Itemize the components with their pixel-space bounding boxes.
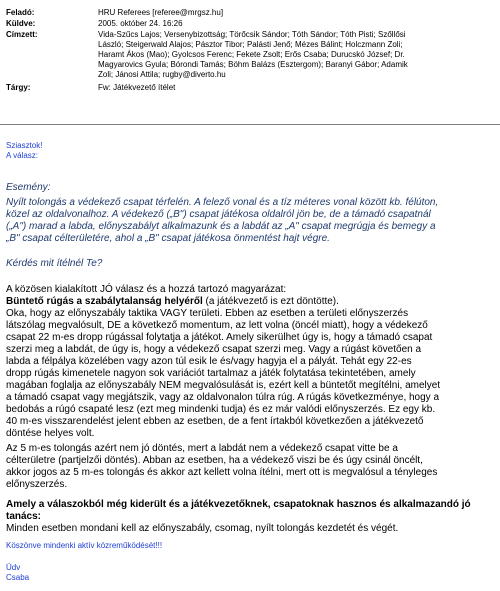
- event-title: Esemény:: [6, 182, 51, 193]
- text-line: 40 m-es visszarendelést jelent ebben az esetben, de a fent írtakból következően a játékvezető: [6, 416, 424, 427]
- greeting: [6, 141, 42, 161]
- sent-row: [6, 19, 496, 29]
- event-description: [6, 197, 496, 245]
- text-line: célterületre (partjelzői döntés). Abban az esetben, ha a védekező viszi be és úgy csinál öncélt,: [6, 455, 423, 466]
- answer-verdict: [6, 296, 496, 308]
- signature: Csaba: [6, 573, 30, 582]
- text-line: labda a félpálya közelében vagy azon túl esik le és/vagy hagyja el a pályát. Tehát egy 22-es: [6, 356, 412, 367]
- text-line: bedobás a rúgó csapaté lesz (ezt meg mindenki tudja) és ez már valódi előnyszerzés. Ez egy kb.: [6, 404, 436, 415]
- to-line: Zoli; Jánosi Attila; rugby@diverto.hu: [98, 70, 226, 79]
- explanation-paragraph-2: [6, 443, 496, 491]
- advice-paragraph: [6, 499, 496, 535]
- to-line: Vida-Szűcs Lajos; Versenybizottság; Törőcsik Sándor; Tóth Sándor; Tóth Pisti; Szőllősi: [98, 30, 406, 39]
- to-value: [98, 30, 496, 80]
- verdict-bold: Büntető rúgás a szabálytalanság helyéről: [6, 296, 203, 307]
- verdict-rest: (a játékvezető is ezt döntötte).: [202, 296, 339, 307]
- advice-line: tanács:: [6, 511, 42, 522]
- closing: [6, 563, 29, 583]
- text-line: a támadó csapat vagy megjátszik, vagy az oldalvonalon túlra rúg. A rúgás következménye, hogy a: [6, 392, 440, 403]
- subject-row: [6, 83, 496, 93]
- thanks-line: Köszönve mindenki aktív közreműködését!!!: [6, 541, 163, 550]
- text-line: előnyszerzés.: [6, 479, 68, 490]
- text-line: magában foglalja az előnyszabály NEM megvalósulását is, ezért kell a büntetőt megítélni, amelyet: [6, 380, 441, 391]
- to-line: László; Steigerwald Alajos; Pásztor Tibor; Palásti Jenő; Mézes Bálint; Holczmann Zoli;: [98, 40, 403, 49]
- event-line: Nyílt tolongás a védekező csapat térfelén. A felező vonal és a tíz méteres vonal között kb. félúton,: [6, 197, 439, 208]
- text-line: dropp rúgás kimenetele nagyon sok variációt tartalmaz a játék folytatása tekintetében, amely: [6, 368, 416, 379]
- event-question: Kérdés mit ítélnél Te?: [6, 258, 103, 269]
- from-value: HRU Referees [referee@mrgsz.hu]: [98, 8, 224, 17]
- event-line: közel az oldalvonalhoz. A védekező („B") csapat játékosa oldalról jön be, de a támadó csapatnál: [6, 209, 431, 220]
- text-line: csapat 22 m-es dropp rúgással folytatja a játékot. Amely sikerülhet úgy is, hogy a támadó csapat: [6, 332, 433, 343]
- text-line: döntése helyes volt.: [6, 428, 95, 439]
- subject-label: Tárgy:: [6, 83, 31, 92]
- greeting-line: Sziasztok!: [6, 141, 43, 150]
- text-line: szerzi meg a labdát, de úgy is, hogy a védekező csapat szerzi meg. Vagy a rúgást követően a: [6, 344, 422, 355]
- closing-line: Üdv: [6, 563, 21, 572]
- sent-value: 2005. október 24. 16:26: [98, 19, 183, 28]
- header-divider: [0, 124, 500, 125]
- to-line: Magyarovics Gyula; Bórondi Tamás; Böhm Balázs (Esztergom); Baranyi Gábor; Adamik: [98, 60, 408, 69]
- text-line: Az 5 m-es tolongás azért nem jó döntés, mert a labdát nem a védekező csapat vitte be a: [6, 443, 398, 454]
- greeting-line: A válasz:: [6, 151, 39, 160]
- text-line: Oka, hogy az előnyszabály taktika VAGY területi. Ebben az esetben a területi előnyszerzés: [6, 308, 409, 319]
- answer-intro: A közösen kialakított JÓ válasz és a hozzá tartozó magyarázat:: [6, 284, 287, 295]
- from-label: Feladó:: [6, 8, 35, 17]
- event-line: „B" csapat célterületére, ahol a „B" csapat játékosa önmentést hajt végre.: [6, 233, 330, 244]
- advice-line: Amely a válaszokból még kiderült és a játékvezetőknek, csapatoknak hasznos és alkalmazandó jó: [6, 499, 471, 510]
- to-label: Címzett:: [6, 30, 38, 39]
- advice-rest: Minden esetben mondani kell az előnyszabály, csomag, nyílt tolongás kezdetét és végét.: [6, 523, 399, 534]
- subject-value: Fw: Játékvezető ítélet: [98, 83, 176, 92]
- text-line: látszólag megvalósult, DE a következő momentum, az lett volna (öncél miatt), hogy a védekező: [6, 320, 428, 331]
- to-line: Haramt Ákos (Mao); Gyolcsos Ferenc; Fekete Zsolt; Erős Csaba; Durucskó József; Dr.: [98, 50, 405, 59]
- from-row: [6, 8, 496, 18]
- sent-label: Küldve:: [6, 19, 36, 28]
- event-line: („A") marad a labda, előnyszabályt alkalmazunk és a labdát az „A" csapat megrúgja és bemegy a: [6, 221, 436, 232]
- to-row: [6, 30, 496, 80]
- text-line: akkor jogos az 5 m-es tolongás és akkor azt kellett volna ítélni, mert ott is megvalósul a tényleges: [6, 467, 438, 478]
- explanation-paragraph-1: [6, 308, 496, 440]
- email-header: [6, 0, 496, 93]
